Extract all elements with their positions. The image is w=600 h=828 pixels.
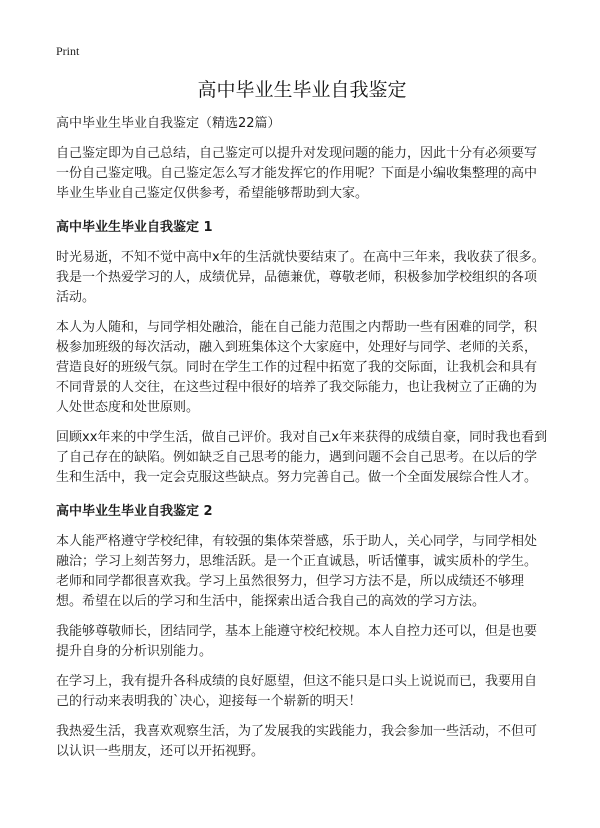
section-1-paragraph-1: 时光易逝，不知不觉中高中x年的生活就快要结束了。在高中三年来，我收获了很多。我是一个热爱学习的人，成绩优异，品德兼优，尊敬老师，积极参加学校组织的各项活动。 <box>56 250 545 305</box>
section-heading-1: 高中毕业生毕业自我鉴定 1 <box>56 220 213 235</box>
section-1-paragraph-2: 本人为人随和，与同学相处融洽，能在自己能力范围之内帮助一些有困难的同学，积极参加班级的每次活动，融入到班集体这个大家庭中，处理好与同学、老师的关系，营造良好的班级气氛。同时在学生工作的过程中拓宽了我的交际面，让我机会和具有不同背景的人交往，在这些过程中很好的培养了我交际能力，也让我树立了正确的为人处世态度和处世原则。 <box>56 320 538 415</box>
section-2-paragraph-4: 我热爱生活，我喜欢观察生活，为了发展我的实践能力，我会参加一些活动，不但可以认识一些朋友，还可以开拓视野。 <box>56 724 538 759</box>
intro-paragraph: 自己鉴定即为自己总结，自己鉴定可以提升对发现问题的能力，因此十分有必须要写一份自己鉴定哦。自己鉴定怎么写才能发挥它的作用呢？下面是小编收集整理的高中毕业生毕业自己鉴定仅供参考，希望能够帮助到大家。 <box>56 146 538 201</box>
section-1-paragraph-3: 回顾xx年来的中学生活，做自己评价。我对自己x年来获得的成绩自豪，同时我也看到了自己存在的缺陷。例如缺乏自己思考的能力，遇到问题不会自己思考。在以后的学生和生活中，我一定会克服这些缺点。努力完善自己。做一个全面发展综合性人才。 <box>56 430 548 485</box>
print-link[interactable]: Print <box>56 44 80 58</box>
document-subtitle: 高中毕业生毕业自我鉴定（精选22篇） <box>56 116 281 131</box>
section-2-paragraph-2: 我能够尊敬师长，团结同学，基本上能遵守校纪校规。本人自控力还可以，但是也要提升自身的分析识别能力。 <box>56 624 538 659</box>
page-title: 高中毕业生毕业自我鉴定 <box>197 79 407 101</box>
section-2-paragraph-1: 本人能严格遵守学校纪律，有较强的集体荣誉感，乐于助人，关心同学，与同学相处融洽；学习上刻苦努力，思维活跃。是一个正直诚恳，听话懂事，诚实质朴的学生。老师和同学都很喜欢我。学习上虽然很努力，但学习方法不是，所以成绩还不够理想。希望在以后的学习和生活中，能探索出适合我自己的高效的学习方法。 <box>56 534 538 609</box>
section-2-paragraph-3: 在学习上，我有提升各科成绩的良好愿望，但这不能只是口头上说说而已，我要用自己的行动来表明我的`决心，迎接每一个崭新的明天！ <box>56 674 538 709</box>
section-heading-2: 高中毕业生毕业自我鉴定 2 <box>56 504 213 519</box>
